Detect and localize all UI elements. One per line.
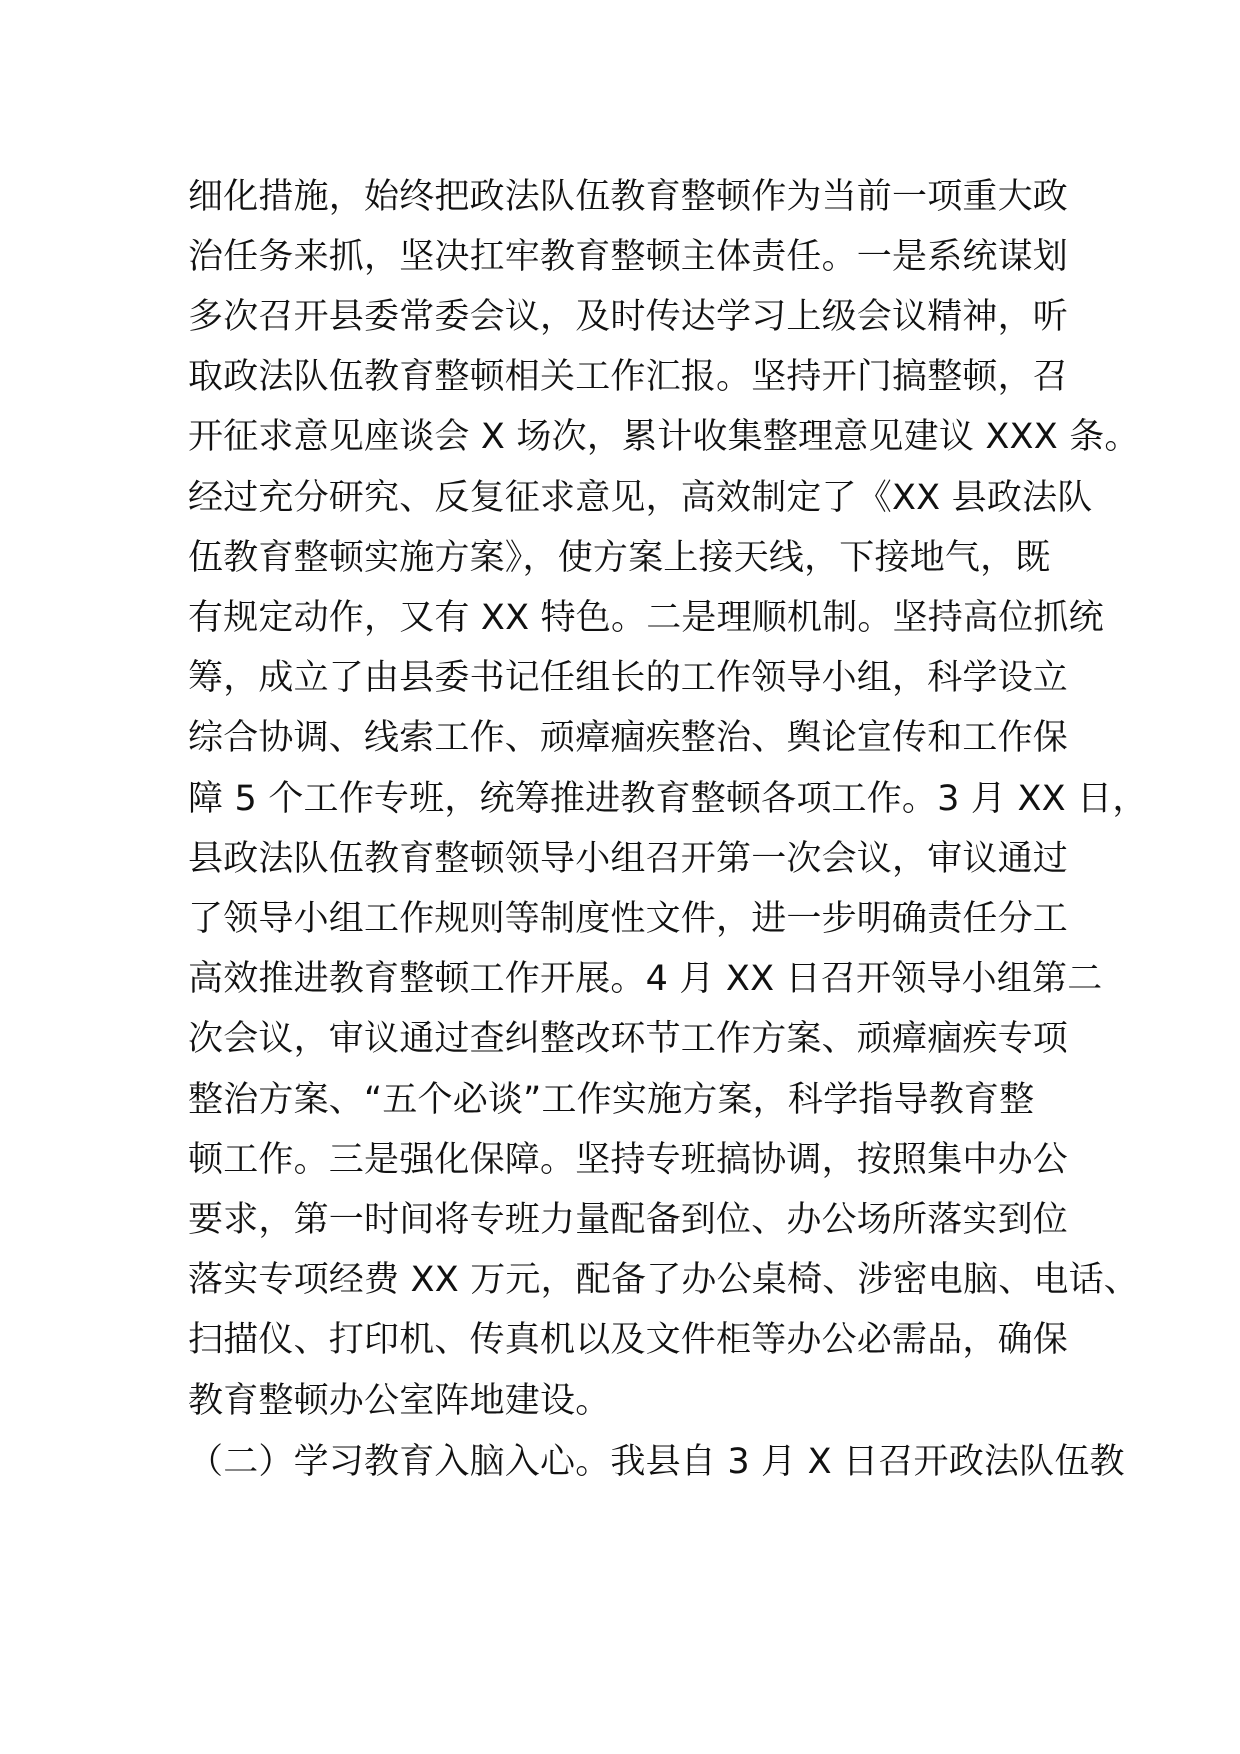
text-line: 治任务来抓，坚决扛牢教育整顿主体责任。一是系统谋划 (188, 237, 1069, 277)
text-line: 取政法队伍教育整顿相关工作汇报。坚持开门搞整顿，召 (188, 357, 1069, 397)
text-line: 扫描仪、打印机、传真机以及文件柜等办公必需品，确保 (188, 1320, 1069, 1360)
text-line: 多次召开县委常委会议，及时传达学习上级会议精神，听 (188, 297, 1069, 337)
text-line: 高效推进教育整顿工作开展。4 月 XX 日召开领导小组第二 (188, 959, 1103, 999)
text-line: 教育整顿办公室阵地建设。 (188, 1381, 611, 1421)
text-line: 细化措施，始终把政法队伍教育整顿作为当前一项重大政 (188, 177, 1069, 217)
text-line: 筹，成立了由县委书记任组长的工作领导小组，科学设立 (188, 658, 1069, 698)
text-line: （二）学习教育入脑入心。我县自 3 月 X 日召开政法队伍教 (188, 1442, 1125, 1482)
text-line: 要求，第一时间将专班力量配备到位、办公场所落实到位 (188, 1200, 1069, 1240)
text-line: 次会议，审议通过查纠整改环节工作方案、顽瘴痼疾专项 (188, 1019, 1069, 1059)
text-line: 综合协调、线索工作、顽瘴痼疾整治、舆论宣传和工作保 (188, 718, 1069, 758)
text-line: 了领导小组工作规则等制度性文件，进一步明确责任分工 (188, 899, 1069, 939)
text-line: 伍教育整顿实施方案》，使方案上接天线，下接地气，既 (188, 538, 1051, 578)
text-line: 开征求意见座谈会 X 场次，累计收集整理意见建议 XXX 条。 (188, 417, 1140, 457)
text-line: 落实专项经费 XX 万元，配备了办公桌椅、涉密电脑、电话、 (188, 1260, 1140, 1300)
text-line: 县政法队伍教育整顿领导小组召开第一次会议，审议通过 (188, 839, 1069, 879)
text-line: 障 5 个工作专班，统筹推进教育整顿各项工作。3 月 XX 日， (188, 779, 1148, 819)
text-line: 顿工作。三是强化保障。坚持专班搞协调，按照集中办公 (188, 1140, 1069, 1180)
text-line: 有规定动作，又有 XX 特色。二是理顺机制。坚持高位抓统 (188, 598, 1104, 638)
text-line: 整治方案、“五个必谈”工作实施方案，科学指导教育整 (188, 1080, 1035, 1120)
text-line: 经过充分研究、反复征求意见，高效制定了《XX 县政法队 (188, 478, 1093, 518)
